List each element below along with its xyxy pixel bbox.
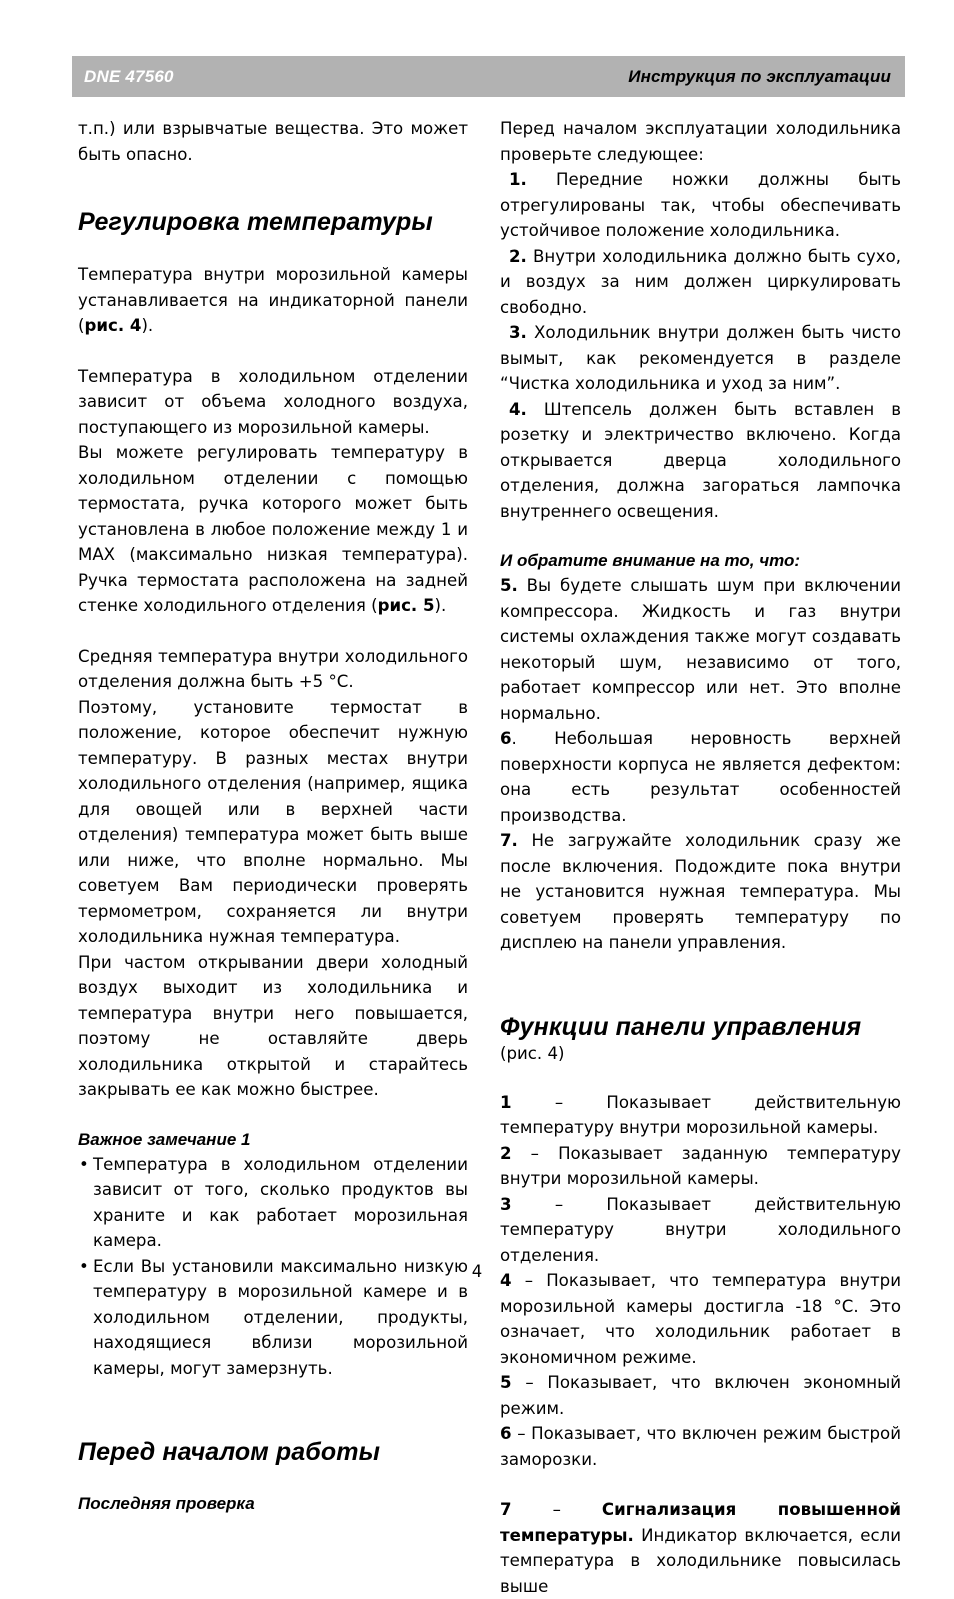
checklist-item-1-text: Передние ножки должны быть отрегулированы так, чтобы обеспечивать устойчивое положение холодильника.: [500, 170, 901, 240]
panel-item-3-text: – Показывает действительную температуру внутри холодильного отделения.: [500, 1194, 901, 1265]
panel-item-7-bold-label: Сигнализация повышенной температуры.: [500, 1500, 901, 1545]
attention-item-7-number: 7.: [500, 831, 518, 850]
list-item: • Температура в холодильном отделении зависит от того, сколько продуктов вы храните и как работает морозильная камера.: [78, 1152, 468, 1254]
page-header-bar: [72, 56, 905, 97]
list-item: • Если Вы установили максимально низкую температуру в морозильной камере и в холодильном отделении, продукты, находящиеся вблизи морозильной камеры, могут замерзнуть.: [78, 1254, 468, 1382]
checklist-item-4: [500, 397, 901, 525]
panel-item-7-alarm: [500, 1497, 901, 1599]
header-document-title: Инструкция по эксплуатации: [628, 66, 891, 86]
attention-item-5: [500, 573, 901, 726]
attention-item-7-text: Не загружайте холодильник сразу же после включения. Подождите пока внутри не установится нужная температура. Мы советуем проверять температуру по дисплею на панели управления.: [500, 831, 901, 952]
panel-item-5-text: – Показывает, что включен экономный режим.: [500, 1373, 901, 1418]
panel-item-2: [500, 1141, 901, 1192]
paragraph-check-intro: Перед началом эксплуатации холодильника проверьте следующее:: [500, 119, 901, 164]
checklist-item-4-text: Штепсель должен быть вставлен в розетку и электричество включено. Когда открывается дверца холодильного отделения, должна загораться лампочка внутреннего освещения.: [500, 399, 901, 521]
heading-before-start: Перед началом работы: [78, 1438, 381, 1466]
control-panel-figure-reference: (рис. 4): [500, 1043, 565, 1063]
heading-control-panel-functions: Функции панели управления: [500, 1012, 862, 1041]
attention-item-7: [500, 828, 901, 956]
paragraph-panel-setting: [78, 262, 468, 339]
paragraph-thermostat: [78, 364, 468, 619]
panel-item-6-number: 6: [500, 1424, 512, 1443]
subheading-last-check: Последняя проверка: [78, 1494, 255, 1513]
checklist-item-2: [500, 244, 901, 321]
panel-item-1-number: 1: [500, 1092, 512, 1112]
checklist-item-2-number: 2.: [509, 246, 527, 266]
paragraph-average-temperature: Средняя температура внутри холодильного отделения должна быть +5 °C. Поэтому, установите термостат в положение, которое обеспечит нужную температуру. В разных местах внутри холодильного отделения (например, ящика для овощей или в верхней части отделения) температура может быть выше или ниже, что вполне нормально. Мы советуем Вам периодически проверять термометром, сохраняется ли внутри холодильника нужная температура. При частом открывании двери холодный воздух выходит из холодильника и температура внутри него повышается, поэтому не оставляйте дверь холодильника открытой и старайтесь закрывать ее как можно быстрее.: [78, 646, 468, 1099]
panel-item-1-text: – Показывает действительную температуру внутри морозильной камеры.: [500, 1092, 901, 1137]
paragraph-thermostat-part2: ).: [434, 596, 447, 615]
panel-item-3-number: 3: [500, 1194, 512, 1214]
panel-item-6: [500, 1421, 901, 1472]
figure-reference-5: рис. 5: [377, 596, 435, 615]
panel-item-6-text: – Показывает, что включен режим быстрой заморозки.: [500, 1424, 901, 1469]
panel-item-7-number: 7: [500, 1500, 512, 1519]
left-column: [78, 116, 468, 1516]
paragraph-thermostat-part1: Температура в холодильном отделении зависит от объема холодного воздуха, поступающего из морозильной камеры. Вы можете регулировать температуру в холодильном отделении с помощью термостата, ручка которого может быть установлена в любое положение между 1 и MAX (максимально низкая температура). Ручка термостата расположена на задней стенке холодильного отделения (: [78, 366, 468, 615]
attention-item-5-number: 5.: [500, 576, 518, 595]
panel-item-4-text: – Показывает, что температура внутри морозильной камеры достигла -18 °C. Это означает, что холодильник работает в экономичном режиме.: [500, 1271, 901, 1367]
checklist-item-4-number: 4.: [509, 399, 527, 419]
panel-item-7-text: Индикатор включается, если температура в холодильнике повысилась выше: [500, 1525, 901, 1596]
header-model-number: DNE 47560: [84, 66, 174, 86]
attention-item-6-text: . Небольшая неровность верхней поверхности корпуса не является дефектом: она есть результат особенностей производства.: [500, 729, 901, 825]
heading-temperature-adjustment: Регулировка температуры: [78, 208, 433, 236]
panel-item-2-text: – Показывает заданную температуру внутри морозильной камеры.: [500, 1143, 901, 1188]
panel-item-3: [500, 1192, 901, 1269]
panel-item-5: [500, 1370, 901, 1421]
checklist-item-1-number: 1.: [509, 170, 527, 189]
panel-item-7-dash: –: [511, 1500, 602, 1519]
paragraph-panel-setting-part2: ).: [141, 316, 154, 335]
panel-item-4-number: 4: [500, 1271, 512, 1290]
continued-paragraph: т.п.) или взрывчатые вещества. Это может быть опасно.: [78, 119, 468, 164]
subheading-attention: И обратите внимание на то, что:: [500, 551, 801, 570]
panel-item-1: [500, 1090, 901, 1141]
checklist-item-3-number: 3.: [509, 323, 527, 342]
right-column: [500, 116, 901, 1599]
panel-item-4: [500, 1268, 901, 1370]
attention-item-5-text: Вы будете слышать шум при включении компрессора. Жидкость и газ внутри системы охлаждения также могут создавать некоторый шум, независимо от того, работает компрессор или нет. Это вполне нормально.: [500, 576, 901, 723]
attention-item-6-number: 6: [500, 729, 512, 748]
figure-reference-4: рис. 4: [84, 316, 142, 335]
subheading-important-note-1: Важное замечание 1: [78, 1129, 251, 1149]
attention-item-6: [500, 726, 901, 828]
panel-item-2-number: 2: [500, 1143, 512, 1163]
checklist-item-2-text: Внутри холодильника должно быть сухо, и воздух за ним должен циркулировать свободно.: [500, 246, 901, 317]
page-number: 4: [471, 1262, 483, 1281]
checklist-item-3: [500, 320, 901, 397]
checklist-item-1: [500, 167, 901, 244]
checklist-item-3-text: Холодильник внутри должен быть чисто вымыт, как рекомендуется в разделе “Чистка холодильника и уход за ним”.: [500, 323, 901, 393]
panel-item-5-number: 5: [500, 1373, 512, 1392]
paragraph-panel-setting-part1: Температура внутри морозильной камеры устанавливается на индикаторной панели (: [78, 265, 468, 335]
